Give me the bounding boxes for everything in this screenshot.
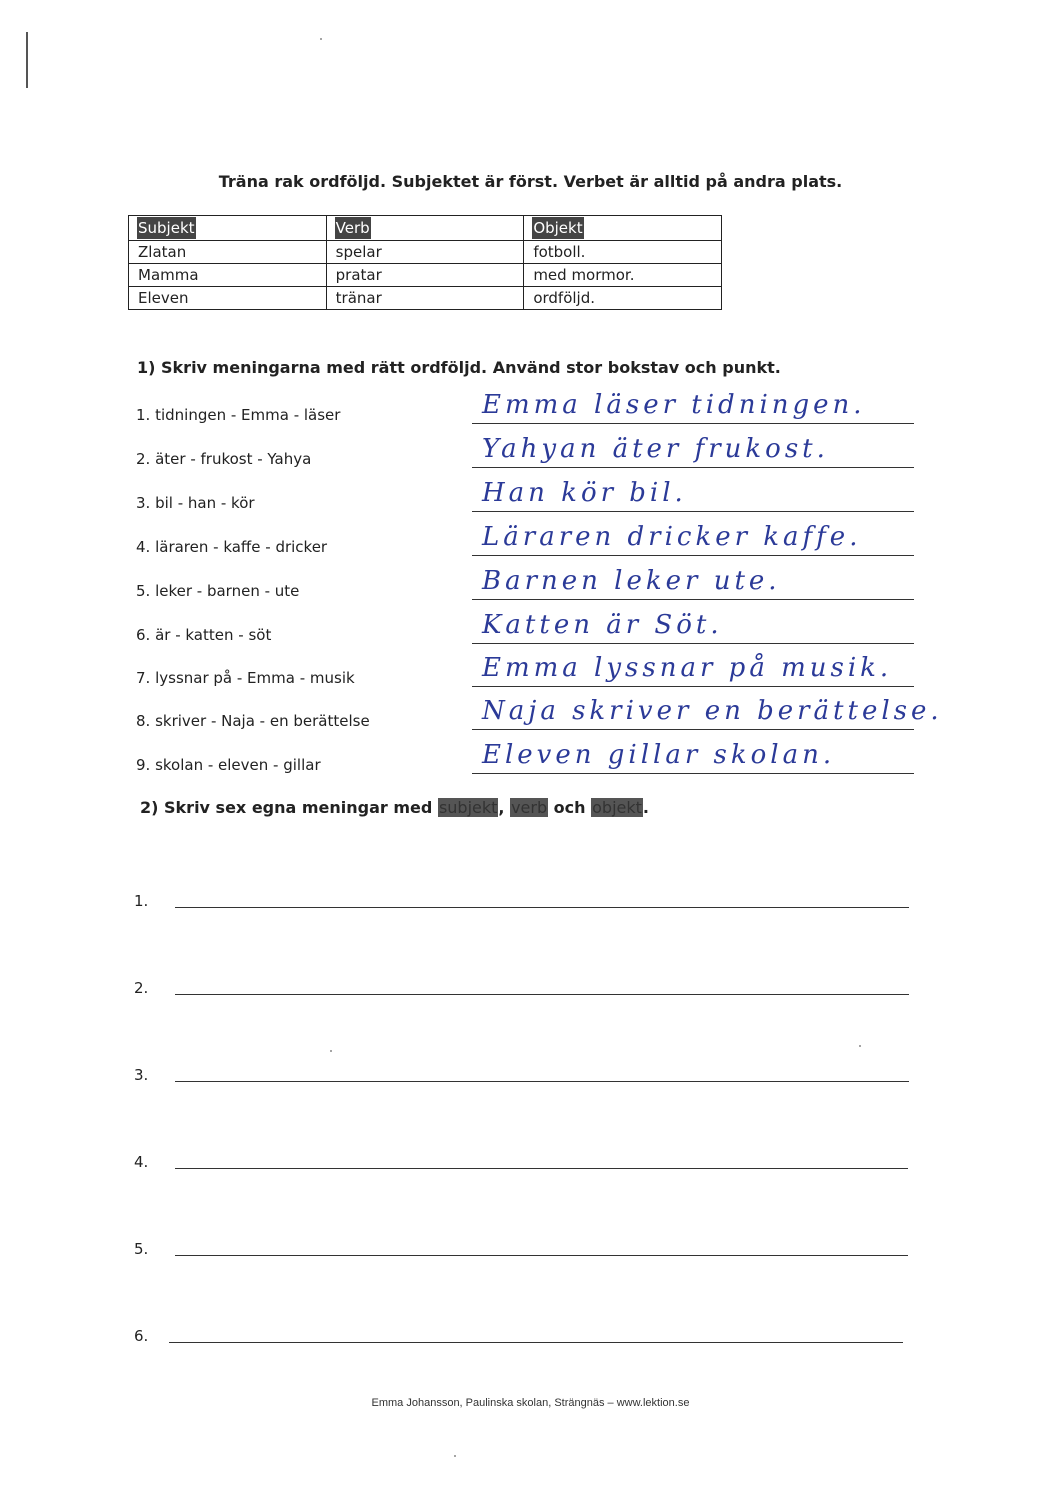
- table-cell: Mamma: [129, 264, 327, 287]
- exercise-prompt: 5. leker - barnen - ute: [136, 582, 300, 600]
- exercise-item: [0, 730, 1061, 774]
- exercise-item: [0, 600, 1061, 644]
- table-cell: Eleven: [129, 287, 327, 310]
- subjekt-highlight: subjekt: [438, 798, 498, 817]
- table-cell: pratar: [326, 264, 524, 287]
- exercise-prompt: 9. skolan - eleven - gillar: [136, 756, 321, 774]
- sentence-line[interactable]: [175, 994, 909, 995]
- scan-speck: [454, 1455, 456, 1457]
- table-cell: tränar: [326, 287, 524, 310]
- handwritten-answer: Naja skriver en berättelse.: [482, 696, 943, 726]
- heading-prefix: 2) Skriv sex egna meningar med: [140, 798, 438, 817]
- answer-line[interactable]: [472, 689, 943, 730]
- header-subjekt: Subjekt: [138, 219, 195, 237]
- exercise-item: [0, 380, 1061, 424]
- sentence-row: [0, 1228, 1061, 1258]
- sentence-line[interactable]: [175, 1168, 908, 1169]
- handwritten-answer: Emma lyssnar på musik.: [482, 653, 893, 683]
- sentence-row: [0, 1141, 1061, 1171]
- word-order-table: [128, 215, 722, 310]
- scan-speck: [320, 38, 322, 40]
- answer-line[interactable]: [472, 471, 914, 512]
- handwritten-answer: Emma läser tidningen.: [482, 390, 866, 420]
- table-cell: med mormor.: [524, 264, 722, 287]
- sentence-number: 5.: [134, 1240, 149, 1258]
- answer-line[interactable]: [472, 559, 914, 600]
- exercise-item: [0, 643, 1061, 687]
- handwritten-answer: Barnen leker ute.: [482, 566, 781, 596]
- sentence-number: 3.: [134, 1066, 149, 1084]
- header-objekt: Objekt: [533, 219, 583, 237]
- sentence-number: 4.: [134, 1153, 149, 1171]
- exercise-item: [0, 468, 1061, 512]
- table-cell: spelar: [326, 241, 524, 264]
- handwritten-answer: Katten är Söt.: [482, 610, 723, 640]
- exercise-prompt: 2. äter - frukost - Yahya: [136, 450, 312, 468]
- sentence-number: 6.: [134, 1327, 149, 1345]
- exercise-prompt: 7. lyssnar på - Emma - musik: [136, 669, 355, 687]
- heading-period: .: [642, 798, 649, 817]
- sentence-line[interactable]: [175, 1255, 908, 1256]
- table-cell: ordföljd.: [524, 287, 722, 310]
- exercise-item: [0, 424, 1061, 468]
- handwritten-answer: Han kör bil.: [482, 478, 687, 508]
- sentence-number: 1.: [134, 892, 149, 910]
- answer-line[interactable]: [472, 603, 914, 644]
- exercise-prompt: 6. är - katten - söt: [136, 626, 272, 644]
- handwritten-answer: Läraren dricker kaffe.: [482, 522, 862, 552]
- exercise-item: [0, 686, 1061, 730]
- sentence-row: [0, 880, 1061, 910]
- sentence-number: 2.: [134, 979, 149, 997]
- table-row: [129, 241, 722, 264]
- handwritten-answer: Yahyan äter frukost.: [482, 434, 829, 464]
- sentence-row: [0, 1315, 1061, 1345]
- table-row: [129, 287, 722, 310]
- exercise-item: [0, 556, 1061, 600]
- exercise-prompt: 4. läraren - kaffe - dricker: [136, 538, 328, 556]
- exercise-prompt: 8. skriver - Naja - en berättelse: [136, 712, 370, 730]
- table-header-cell: [129, 216, 327, 241]
- table-header-row: [129, 216, 722, 241]
- scan-speck: [859, 1045, 861, 1047]
- answer-line[interactable]: [472, 383, 914, 424]
- table-cell: fotboll.: [524, 241, 722, 264]
- answer-line[interactable]: [472, 427, 914, 468]
- scan-speck: [330, 1050, 332, 1052]
- table-header-cell: [524, 216, 722, 241]
- answer-line[interactable]: [472, 646, 914, 687]
- sentence-line[interactable]: [175, 1081, 909, 1082]
- scan-edge-mark: [26, 32, 28, 88]
- heading-comma: ,: [498, 798, 505, 817]
- objekt-highlight: objekt: [592, 798, 642, 817]
- sentence-line[interactable]: [175, 907, 909, 908]
- exercise-1-heading: 1) Skriv meningarna med rätt ordföljd. Använd stor bokstav och punkt.: [137, 358, 781, 377]
- exercise-2-heading: [140, 798, 649, 817]
- exercise-item: [0, 512, 1061, 556]
- worksheet-title: Träna rak ordföljd. Subjektet är först. Verbet är alltid på andra plats.: [218, 172, 843, 191]
- table-cell: Zlatan: [129, 241, 327, 264]
- handwritten-answer: Eleven gillar skolan.: [482, 740, 836, 770]
- exercise-prompt: 3. bil - han - kör: [136, 494, 255, 512]
- header-verb: Verb: [335, 219, 370, 237]
- footer-credit: Emma Johansson, Paulinska skolan, Strängnäs – www.lektion.se: [371, 1397, 690, 1409]
- verb-highlight: verb: [511, 798, 548, 817]
- table-row: [129, 264, 722, 287]
- sentence-row: [0, 967, 1061, 997]
- sentence-line[interactable]: [169, 1342, 903, 1343]
- heading-och: och: [548, 798, 592, 817]
- exercise-prompt: 1. tidningen - Emma - läser: [136, 406, 341, 424]
- answer-line[interactable]: [472, 515, 914, 556]
- table-header-cell: [326, 216, 524, 241]
- sentence-row: [0, 1054, 1061, 1084]
- answer-line[interactable]: [472, 733, 914, 774]
